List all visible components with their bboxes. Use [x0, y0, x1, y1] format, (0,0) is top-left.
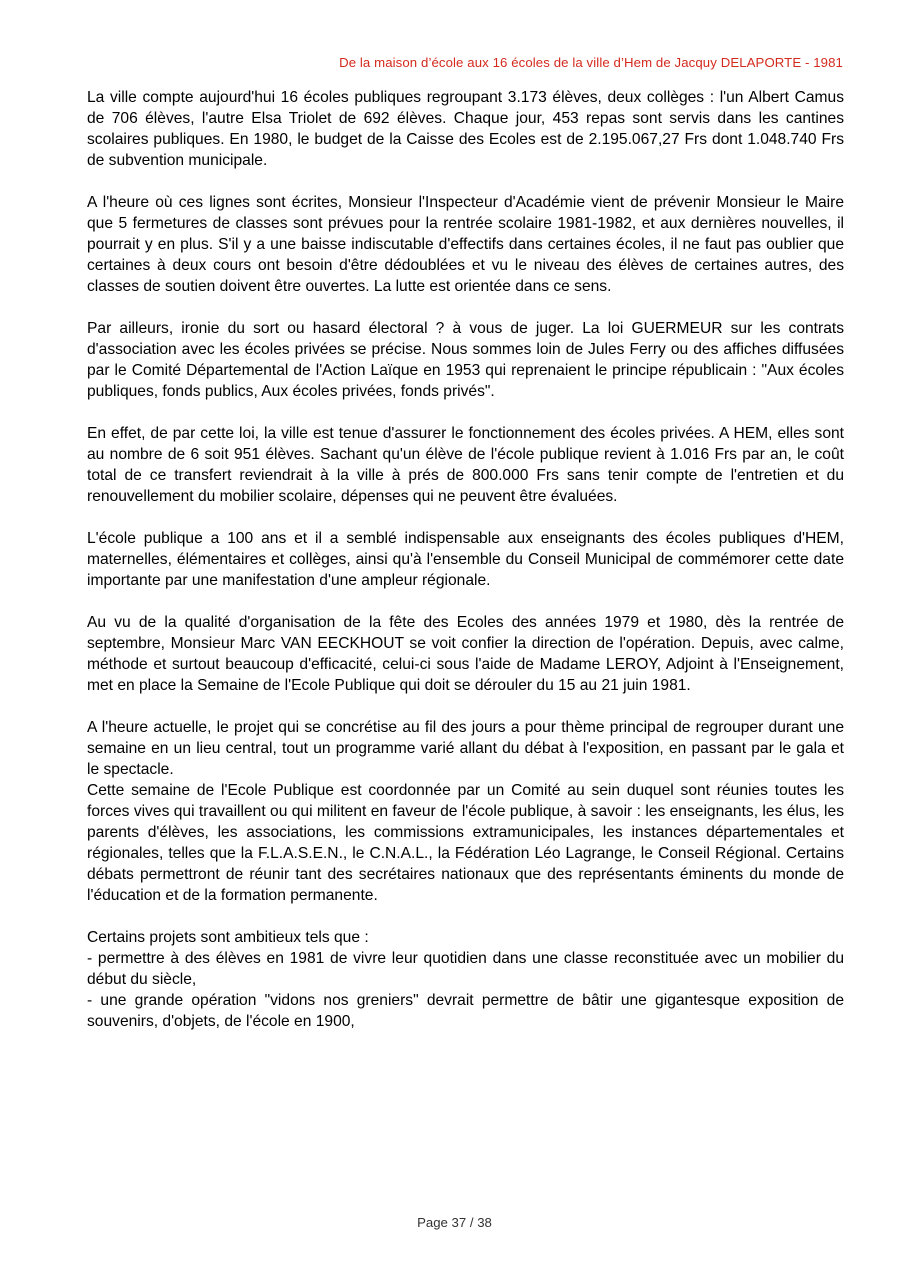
document-body — [87, 87, 844, 1032]
paragraph-guermeur-law: Par ailleurs, ironie du sort ou hasard électoral ? à vous de juger. La loi GUERMEUR sur les contrats d'association avec les écoles privées se précise. Nous sommes loin de Jules Ferry ou des affiches diffusées par le Comité Départemental de l'Action Laïque en 1953 qui reprenaient le principe républicain : "Aux écoles publiques, fonds publics, Aux écoles privées, fonds privés". — [87, 320, 844, 400]
paragraph-project-theme: A l'heure actuelle, le projet qui se concrétise au fil des jours a pour thème principal de regrouper durant une semaine en un lieu central, tout un programme varié allant du débat à l'exposition, en passant par le gala et le spectacle. — [87, 719, 844, 778]
running-header: De la maison d’école aux 16 écoles de la ville d’Hem de Jacquy DELAPORTE - 1981 — [339, 55, 843, 70]
paragraph-organisation: Au vu de la qualité d'organisation de la fête des Ecoles des années 1979 et 1980, dès la rentrée de septembre, Monsieur Marc VAN EECKHOUT se voit confier la direction de l'opération. Depuis, avec calme, méthode et surtout beaucoup d'efficacité, celui-ci sous l'aide de Madame LEROY, Adjoint à l'Enseignement, met en place la Semaine de l'Ecole Publique qui doit se dérouler du 15 au 21 juin 1981. — [87, 614, 844, 694]
paragraph-committee: Cette semaine de l'Ecole Publique est coordonnée par un Comité au sein duquel sont réunies toutes les forces vives qui travaillent ou qui militent en faveur de l'école publique, à savoir : les enseignants, les élus, les parents d'élèves, les associations, les commissions extramunicipales, les instances départementales et régionales, telles que la F.L.A.S.E.N., le C.N.A.L., la Fédération Léo Lagrange, le Conseil Régional. Certains débats permettront de réunir tant des secrétaires nationaux que des représentants éminents du monde de l'éducation et de la formation permanente. — [87, 782, 844, 904]
list-item: - permettre à des élèves en 1981 de vivre leur quotidien dans une classe reconstituée avec un mobilier du début du siècle, — [87, 950, 844, 988]
paragraph-class-closures: A l'heure où ces lignes sont écrites, Monsieur l'Inspecteur d'Académie vient de prévenir Monsieur le Maire que 5 fermetures de classes sont prévues pour la rentrée scolaire 1981-1982, et aux dernières nouvelles, il pourrait y en plus. S'il y a une baisse indiscutable d'effectifs dans certaines écoles, il ne faut pas oublier que certaines à deux cours ont besoin d'être dédoublées et vu le niveau des élèves de certaines autres, des classes de soutien doivent être ouvertes. La lutte est orientée dans ce sens. — [87, 194, 844, 295]
paragraph-school-statistics: La ville compte aujourd'hui 16 écoles publiques regroupant 3.173 élèves, deux collèges : l'un Albert Camus de 706 élèves, l'autre Elsa Triolet de 692 élèves. Chaque jour, 453 repas sont servis dans les cantines scolaires publiques. En 1980, le budget de la Caisse des Ecoles est de 2.195.067,27 Frs dont 1.048.740 Frs de subvention municipale. — [87, 89, 844, 169]
page-number: Page 37 / 38 — [417, 1215, 492, 1230]
paragraph-centenary: L'école publique a 100 ans et il a semblé indispensable aux enseignants des écoles publiques d'HEM, maternelles, élémentaires et collèges, ainsi qu'à l'ensemble du Conseil Municipal de commémorer cette date importante par une manifestation d'une ampleur régionale. — [87, 530, 844, 589]
paragraph-projects-intro: Certains projets sont ambitieux tels que : — [87, 929, 369, 946]
paragraph-private-school-funding: En effet, de par cette loi, la ville est tenue d'assurer le fonctionnement des écoles privées. A HEM, elles sont au nombre de 6 soit 951 élèves. Sachant qu'un élève de l'école publique revient à 1.016 Frs par an, le coût total de ce transfert reviendrait à la ville à prés de 800.000 Frs sans tenir compte de l'entretien et du renouvellement du mobilier scolaire, dépenses qui ne peuvent être évaluées. — [87, 425, 844, 505]
list-item: - une grande opération "vidons nos greniers" devrait permettre de bâtir une gigantesque exposition de souvenirs, d'objets, de l'école en 1900, — [87, 992, 844, 1030]
